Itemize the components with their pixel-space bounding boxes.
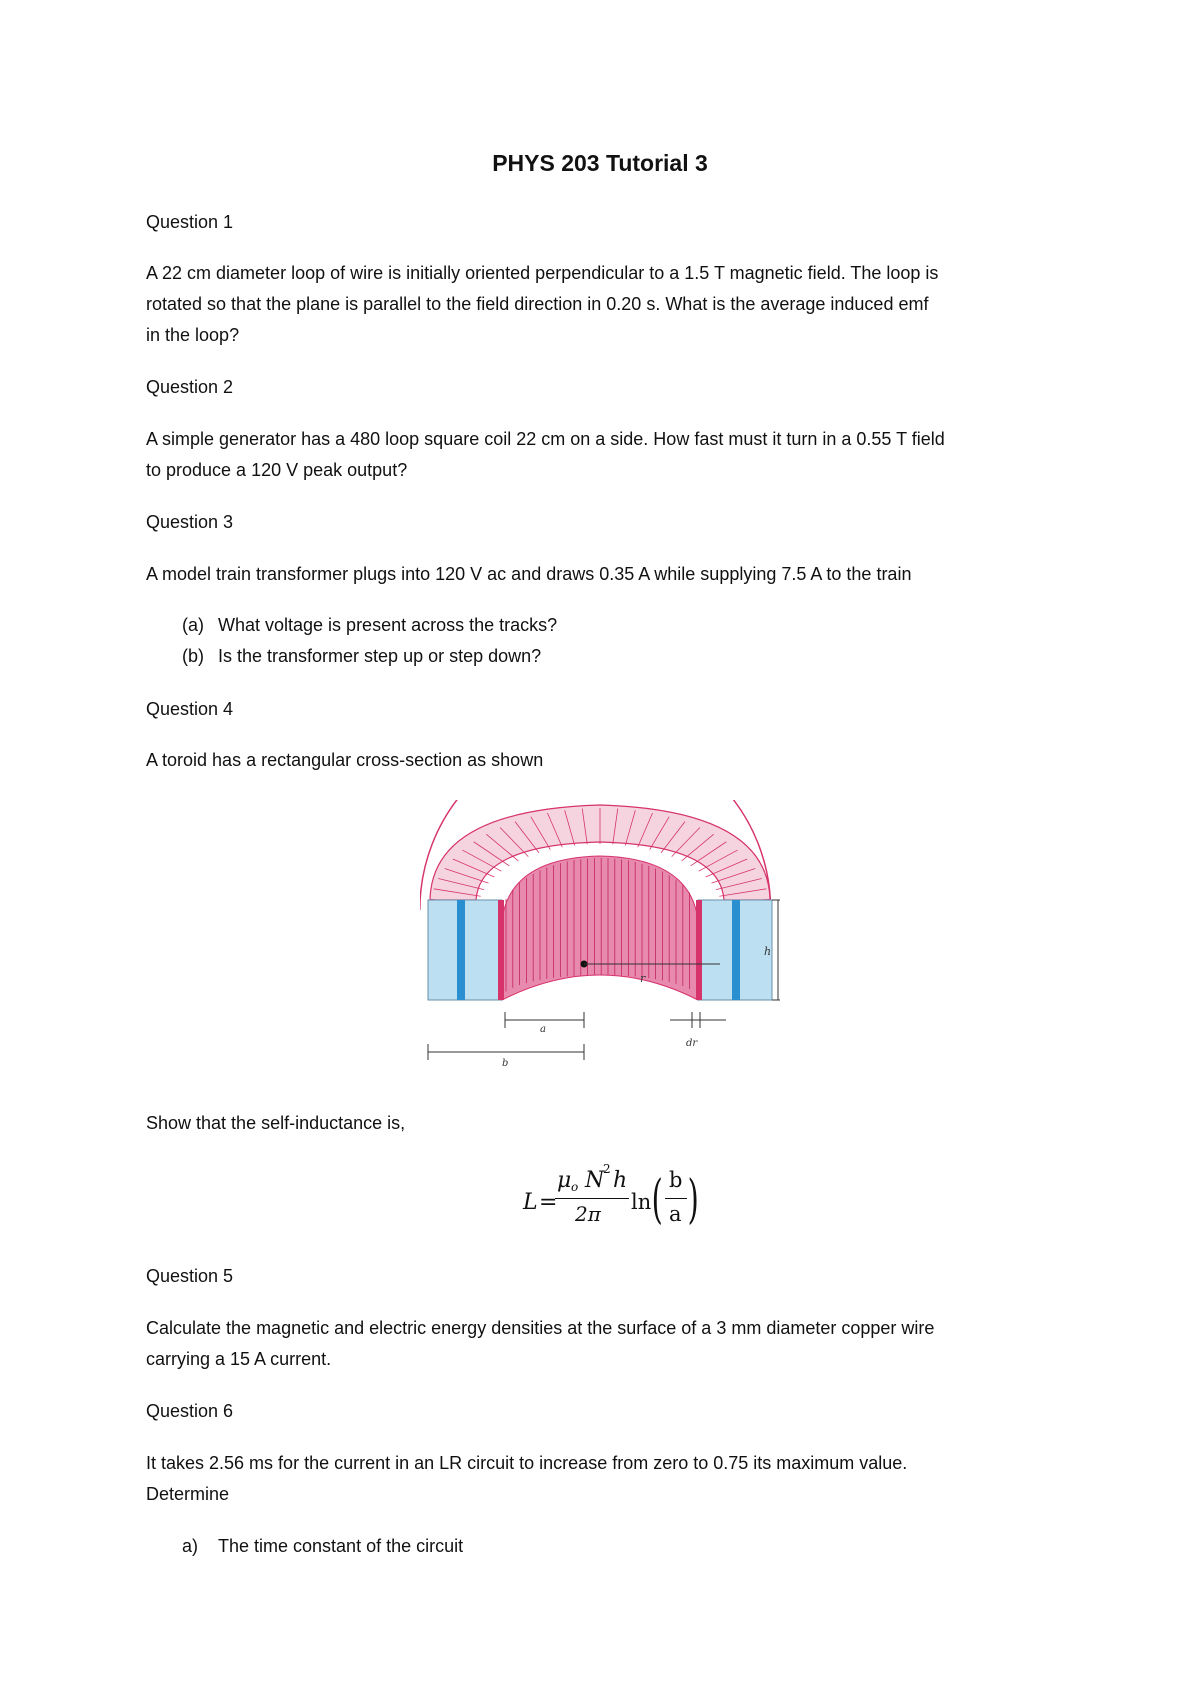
self-inductance-formula — [515, 1160, 715, 1240]
question-3-label: Question 3 — [146, 512, 234, 532]
formula-inner-denominator: a — [669, 1202, 682, 1226]
question-1-label: Question 1 — [146, 212, 234, 232]
question-6-label: Question 6 — [146, 1401, 234, 1421]
h-label: h — [764, 945, 772, 958]
formula-ln: ln — [631, 1190, 652, 1214]
formula-denominator: 2π — [575, 1202, 601, 1226]
right-coil-edge — [696, 900, 702, 1000]
question-2-text-line-2: to produce a 120 V peak output? — [146, 460, 408, 480]
question-1-text-line-3: in the loop? — [146, 325, 240, 345]
formula-inner-numerator: b — [669, 1168, 683, 1192]
left-stripe — [457, 900, 465, 1000]
dr-label: dr — [686, 1038, 698, 1049]
list-item-text: The time constant of the circuit — [218, 1536, 464, 1556]
fraction-bar — [555, 1198, 629, 1199]
left-coil-edge — [498, 900, 504, 1000]
list-marker: (b) — [182, 646, 204, 666]
formula-equals: = — [539, 1190, 558, 1215]
question-5-text-line-2: carrying a 15 A current. — [146, 1349, 332, 1369]
toroid-inner-surface — [502, 856, 698, 1000]
formula-exponent: 2 — [603, 1162, 611, 1176]
question-4-text: A toroid has a rectangular cross-section as shown — [146, 750, 544, 770]
question-3-text: A model train transformer plugs into 120 V ac and draws 0.35 A while supplying 7.5 A to the train — [146, 564, 912, 584]
show-that-text: Show that the self-inductance is, — [146, 1113, 406, 1133]
list-item — [182, 610, 557, 640]
b-label: b — [502, 1058, 509, 1069]
question-5-text-line-1: Calculate the magnetic and electric energy densities at the surface of a 3 mm diameter copper wire — [146, 1318, 935, 1338]
question-2-label: Question 2 — [146, 377, 234, 397]
list-item — [182, 641, 541, 671]
formula-h: h — [613, 1168, 628, 1193]
question-5-label: Question 5 — [146, 1266, 234, 1286]
toroid-figure — [420, 800, 780, 1070]
question-6-text-line-2: Determine — [146, 1484, 230, 1504]
list-marker: a) — [182, 1536, 199, 1556]
right-paren: ) — [687, 1170, 699, 1230]
list-marker: (a) — [182, 615, 204, 635]
right-stripe — [732, 900, 740, 1000]
question-4-label: Question 4 — [146, 699, 234, 719]
left-paren: ( — [651, 1170, 663, 1230]
question-6-text-line-1: It takes 2.56 ms for the current in an LR circuit to increase from zero to 0.75 its maximum value. — [146, 1453, 908, 1473]
formula-lhs: L — [523, 1190, 538, 1215]
a-label: a — [540, 1024, 546, 1035]
inner-fraction-bar — [665, 1198, 687, 1199]
list-item — [182, 1531, 463, 1561]
formula-mu: μ — [557, 1168, 572, 1193]
page-title: PHYS 203 Tutorial 3 — [492, 150, 708, 176]
list-item-text: Is the transformer step up or step down? — [218, 646, 542, 666]
question-1-text-line-1: A 22 cm diameter loop of wire is initially oriented perpendicular to a 1.5 T magnetic field. The loop is — [146, 263, 939, 283]
question-1-text-line-2: rotated so that the plane is parallel to the field direction in 0.20 s. What is the average induced emf — [146, 294, 929, 314]
formula-mu-subscript: o — [571, 1180, 579, 1194]
formula-N: N — [585, 1168, 605, 1193]
question-2-text-line-1: A simple generator has a 480 loop square coil 22 cm on a side. How fast must it turn in a 0.55 T field — [146, 429, 945, 449]
list-item-text: What voltage is present across the tracks? — [218, 615, 558, 635]
r-label: r — [640, 972, 646, 985]
